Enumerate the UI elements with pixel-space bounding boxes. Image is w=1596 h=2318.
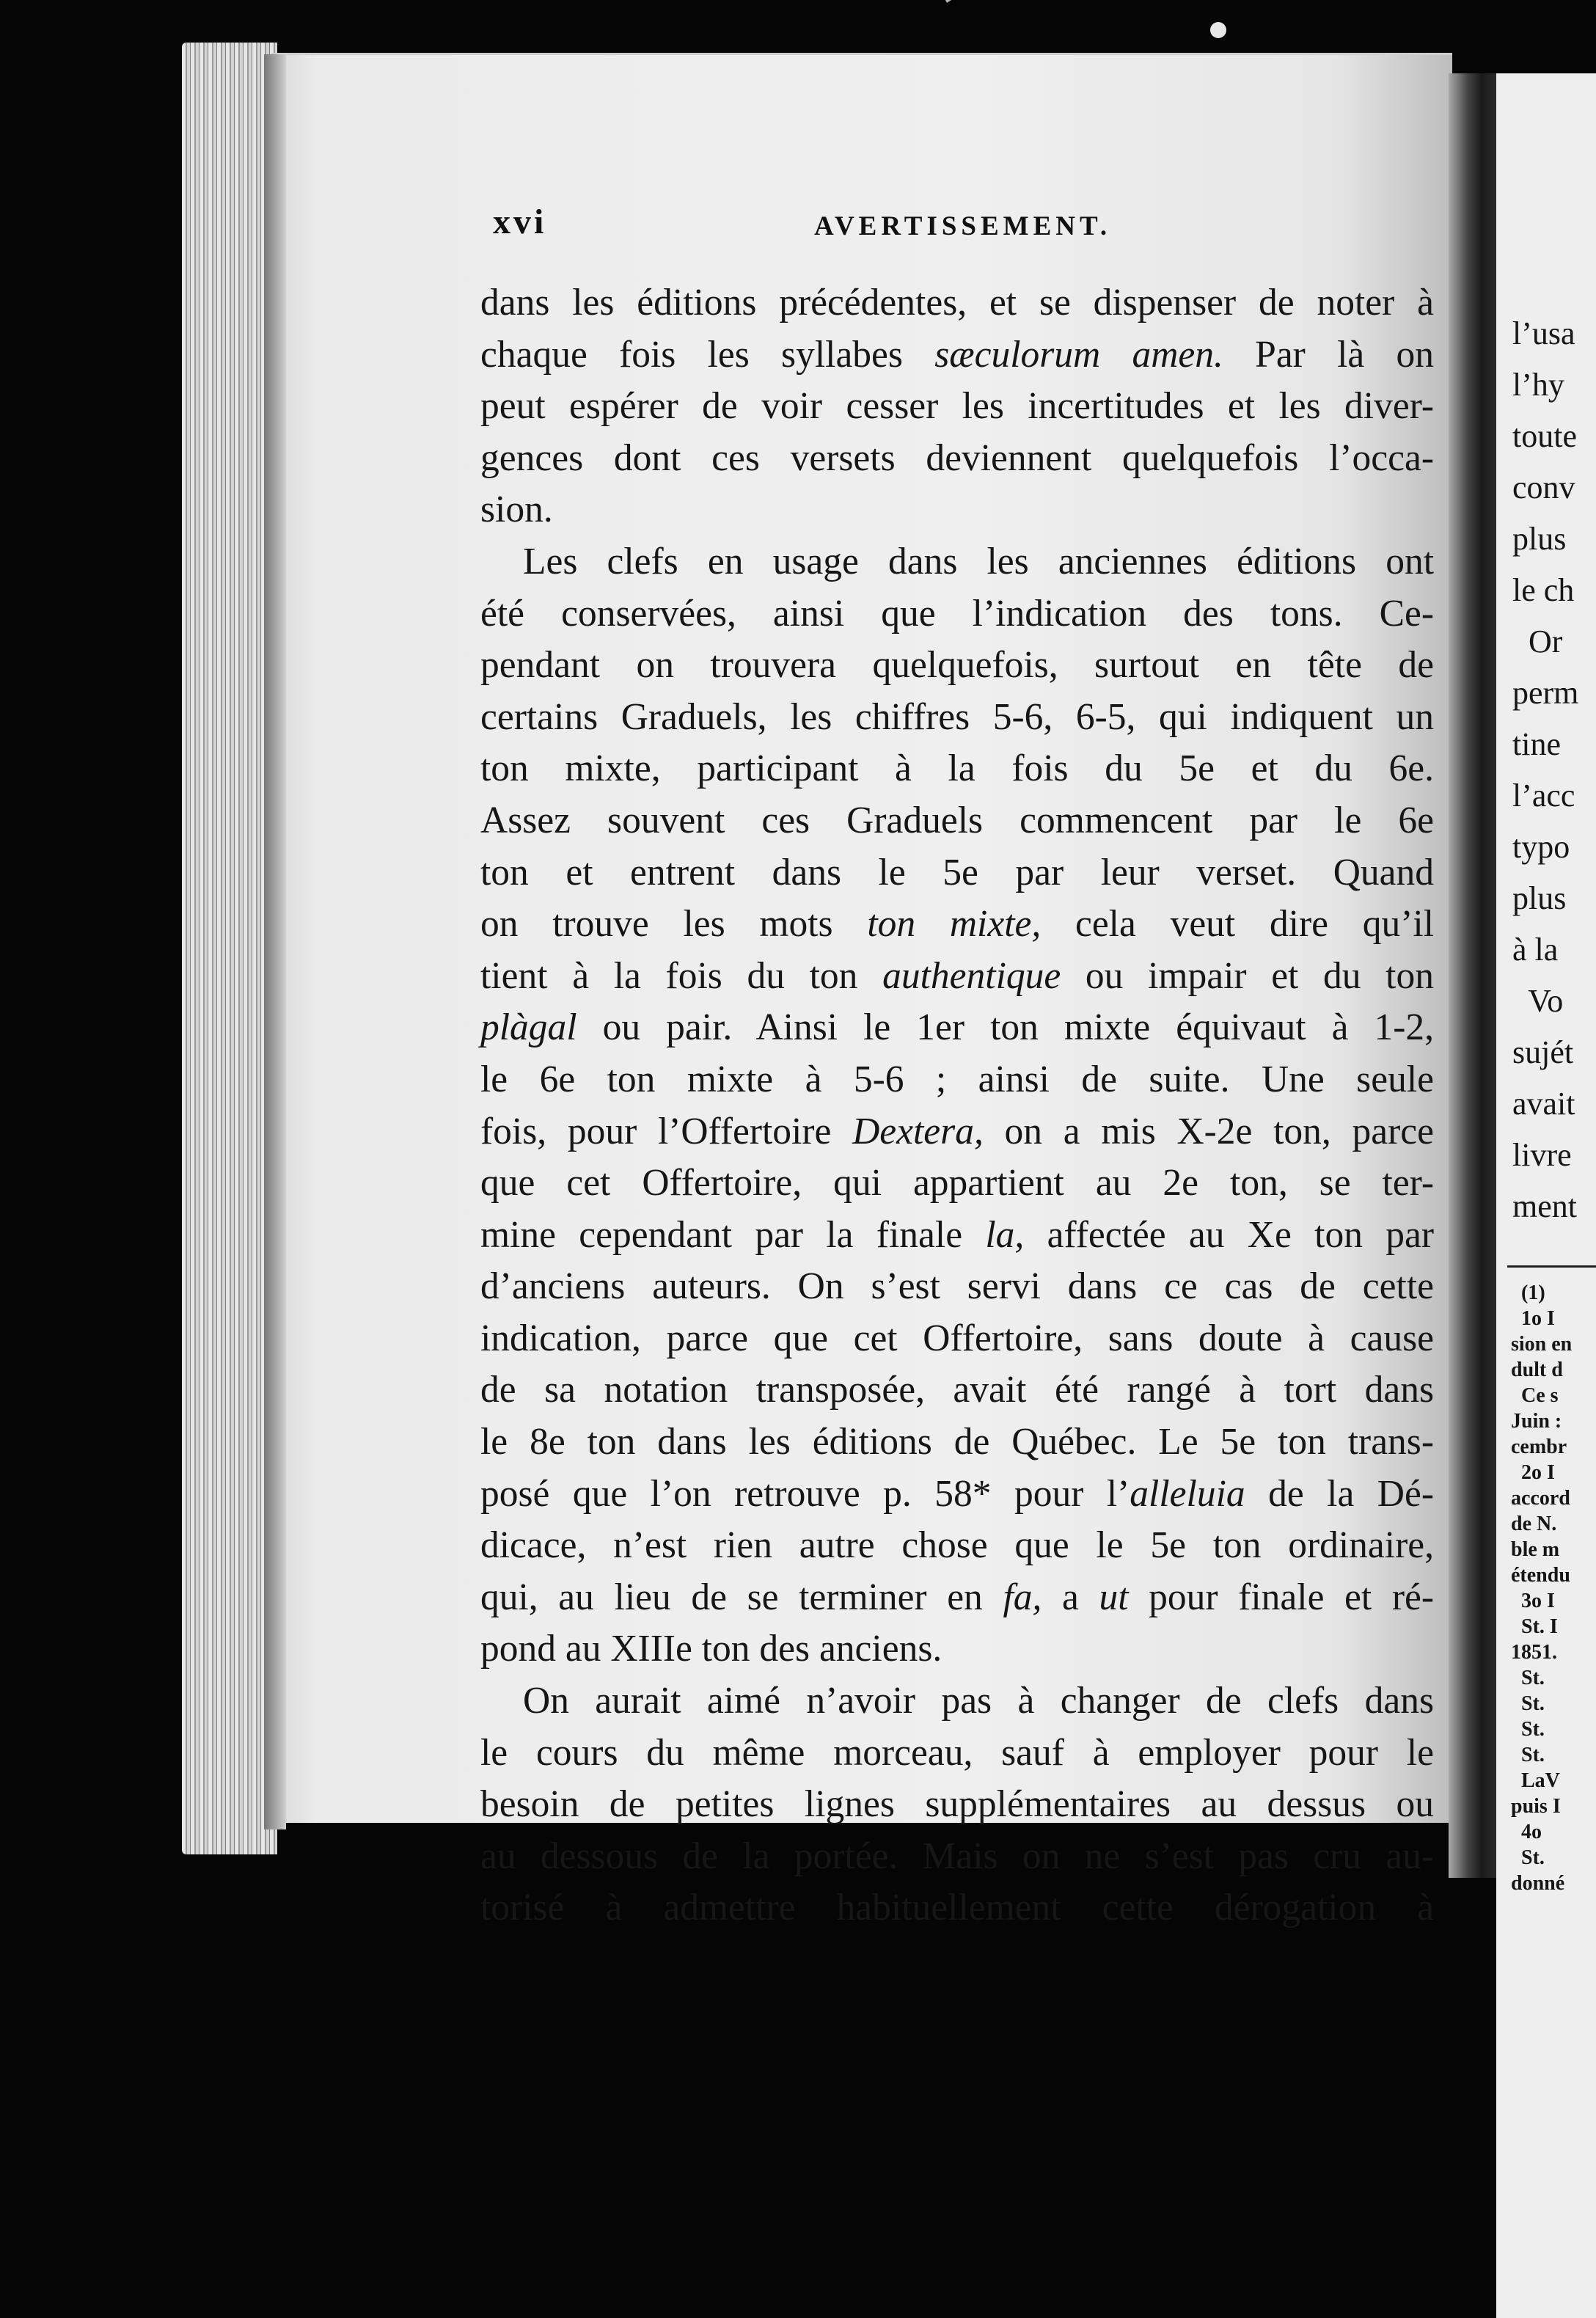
text-segment: le 6e ton mixte à 5-6 ; ainsi de suite. Une seule	[480, 1058, 1434, 1100]
facing-line: Or	[1512, 624, 1563, 659]
text-segment: besoin de petites lignes supplémentaires au dessus ou	[480, 1783, 1434, 1826]
text-line	[480, 329, 1434, 381]
text-line	[480, 381, 1434, 433]
text-segment: gences dont ces versets deviennent quelquefois l’occa-	[480, 436, 1434, 479]
text-segment: pour finale et ré-	[1128, 1576, 1434, 1618]
facing-note-line: 4o	[1511, 1821, 1542, 1843]
page-number: xvi	[493, 202, 547, 241]
text-line	[480, 1727, 1434, 1780]
italic-text: ton mixte,	[867, 903, 1042, 946]
text-segment: que cet Offertoire, qui appartient au 2e ton, se ter-	[480, 1162, 1434, 1204]
running-header	[493, 202, 1446, 246]
text-line	[480, 1675, 1434, 1727]
facing-note-line: cembr	[1511, 1436, 1567, 1458]
facing-note-line: St.	[1511, 1692, 1545, 1715]
text-segment: On aurait aimé n’avoir pas à changer de clefs dans	[523, 1680, 1434, 1722]
italic-text: authentique	[882, 954, 1061, 997]
text-segment: qui, au lieu de se terminer en	[480, 1576, 1003, 1618]
text-segment: pendant on trouvera quelquefois, surtout en tête de	[480, 644, 1434, 687]
text-segment: Les clefs en usage dans les anciennes éditions ont	[523, 540, 1434, 582]
facing-note-line: sion en	[1511, 1333, 1573, 1356]
italic-text: Dextera,	[852, 1110, 984, 1152]
text-segment: de sa notation transposée, avait été rangé à tort dans	[480, 1369, 1434, 1411]
text-line	[480, 1572, 1434, 1624]
text-segment: fois, pour l’Offertoire	[480, 1110, 853, 1152]
facing-line: livre	[1512, 1137, 1572, 1173]
text-line	[480, 1469, 1434, 1521]
facing-note-line: St. I	[1511, 1615, 1558, 1638]
facing-line: ment	[1512, 1188, 1577, 1224]
facing-line: Vo	[1512, 983, 1564, 1019]
text-segment: le 8e ton dans les éditions de Québec. Le 5e ton trans-	[480, 1421, 1434, 1463]
facing-note-line: St.	[1511, 1846, 1545, 1869]
facing-note-line: puis I	[1511, 1795, 1561, 1818]
facing-line: toute	[1512, 418, 1577, 454]
text-line	[480, 1623, 1434, 1675]
text-line	[480, 1364, 1434, 1416]
facing-note-line: 3o I	[1511, 1590, 1555, 1612]
facing-line: sujét	[1512, 1034, 1574, 1070]
facing-line: tine	[1512, 726, 1561, 762]
text-segment: Par là on	[1223, 333, 1434, 376]
facing-note-line: St.	[1511, 1667, 1545, 1689]
facing-line: plus	[1512, 880, 1567, 916]
text-segment: ton mixte, participant à la fois du 5e et du 6e.	[480, 747, 1434, 790]
facing-note-line: accord	[1511, 1487, 1570, 1510]
text-line	[480, 1416, 1434, 1469]
text-line	[480, 1261, 1434, 1313]
text-line	[480, 1106, 1434, 1158]
scan-artifact-dot	[1210, 22, 1226, 38]
text-segment: mine cependant par la finale	[480, 1213, 986, 1256]
text-segment: le cours du même morceau, sauf à employer pour le	[480, 1731, 1434, 1774]
facing-note-line: 2o I	[1511, 1461, 1555, 1484]
text-line	[480, 433, 1434, 485]
italic-text: fa,	[1003, 1576, 1042, 1618]
facing-page-footnotes	[1511, 1280, 1596, 1896]
footnote-rule	[1507, 1265, 1596, 1268]
text-segment: sion.	[480, 489, 553, 531]
facing-line: le ch	[1512, 572, 1575, 608]
scan-artifact-line	[945, 0, 1003, 3]
italic-text: la,	[985, 1213, 1025, 1256]
text-segment: certains Graduels, les chiffres 5-6, 6-5, qui indiquent un	[480, 695, 1434, 738]
text-line	[480, 588, 1434, 640]
text-segment: peut espérer de voir cesser les incertitudes et les diver-	[480, 385, 1434, 428]
text-line	[480, 1210, 1434, 1262]
italic-text: plàgal	[480, 1006, 577, 1049]
facing-line: à la	[1512, 932, 1559, 968]
facing-line: avait	[1512, 1086, 1575, 1122]
facing-note-line: dult d	[1511, 1359, 1563, 1381]
facing-note-line: Ce s	[1511, 1384, 1559, 1407]
text-line	[480, 1779, 1434, 1831]
facing-line: l’hy	[1512, 367, 1564, 403]
text-segment: dans les éditions précédentes, et se dispenser de noter à	[480, 282, 1434, 323]
text-segment: posé que l’on retrouve p. 58* pour l’	[480, 1472, 1130, 1515]
facing-note-line: ble m	[1511, 1538, 1560, 1561]
italic-text: sæculorum amen.	[934, 333, 1223, 376]
text-segment: ton et entrent dans le 5e par leur verset. Quand	[480, 851, 1434, 893]
facing-line: typo	[1512, 829, 1570, 865]
text-segment: on trouve les mots	[480, 903, 868, 946]
text-segment: tient à la fois du ton	[480, 954, 883, 997]
text-segment: pond au XIIIe ton des anciens.	[480, 1628, 942, 1670]
text-line	[480, 640, 1434, 692]
text-segment: ou pair. Ainsi le 1er ton mixte équivaut à 1-2,	[576, 1006, 1434, 1049]
page-inner-shadow	[264, 54, 286, 1829]
facing-note-line: 1851.	[1511, 1641, 1557, 1664]
facing-note-line: LaV	[1511, 1769, 1560, 1792]
facing-note-line: 1o I	[1511, 1307, 1555, 1330]
text-line	[480, 484, 1434, 536]
italic-text: alleluia	[1130, 1472, 1245, 1515]
facing-note-line: donné	[1511, 1872, 1565, 1895]
facing-note-line: Juin :	[1511, 1410, 1562, 1433]
facing-note-line: étendu	[1511, 1564, 1570, 1587]
text-line	[480, 1831, 1434, 1883]
facing-note-line: St.	[1511, 1718, 1545, 1741]
text-segment: torisé à admettre habituellement cette dérogation à	[480, 1887, 1434, 1929]
text-segment: été conservées, ainsi que l’indication des tons. Ce-	[480, 592, 1434, 635]
text-line	[480, 1520, 1434, 1572]
text-segment: indication, parce que cet Offertoire, sans doute à cause	[480, 1317, 1434, 1359]
text-line	[480, 536, 1434, 588]
text-line	[480, 795, 1434, 847]
text-segment: d’anciens auteurs. On s’est servi dans ce cas de cette	[480, 1265, 1434, 1308]
text-line	[480, 899, 1434, 951]
text-segment: de la Dé-	[1245, 1472, 1434, 1515]
text-line	[480, 951, 1434, 1003]
text-line	[480, 1158, 1434, 1210]
italic-text: ut	[1099, 1576, 1129, 1618]
text-segment: chaque fois les syllabes	[480, 333, 935, 376]
body-text	[480, 277, 1434, 1934]
text-segment: au dessous de la portée. Mais on ne s’est pas cru au-	[480, 1835, 1434, 1877]
text-segment: affectée au Xe ton par	[1024, 1213, 1434, 1256]
text-line	[480, 1313, 1434, 1365]
text-line	[480, 692, 1434, 744]
text-line	[480, 743, 1434, 795]
text-line	[480, 847, 1434, 899]
facing-line: l’usa	[1512, 315, 1575, 351]
facing-line: plus	[1512, 521, 1567, 557]
text-segment: dicace, n’est rien autre chose que le 5e ton ordinaire,	[480, 1524, 1434, 1567]
facing-line: perm	[1512, 675, 1579, 711]
book-gutter	[1449, 73, 1504, 1878]
facing-note-line: St.	[1511, 1744, 1545, 1766]
facing-page-text	[1512, 308, 1596, 1232]
facing-line: l’acc	[1512, 778, 1575, 814]
facing-note-line: (1)	[1511, 1282, 1545, 1304]
text-segment: Assez souvent ces Graduels commencent par le 6e	[480, 799, 1434, 841]
text-line	[480, 277, 1434, 329]
text-line	[480, 1054, 1434, 1106]
text-segment: ou impair et du ton	[1061, 954, 1434, 997]
text-segment: cela veut dire qu’il	[1041, 903, 1435, 946]
text-line	[480, 1002, 1434, 1054]
book-page-edges	[182, 43, 277, 1854]
text-segment: on a mis X-2e ton, parce	[983, 1110, 1434, 1152]
facing-line: conv	[1512, 469, 1575, 505]
running-title: AVERTISSEMENT.	[814, 211, 1112, 241]
text-line	[480, 1882, 1434, 1934]
facing-note-line: de N.	[1511, 1513, 1557, 1535]
text-segment: a	[1042, 1576, 1099, 1618]
